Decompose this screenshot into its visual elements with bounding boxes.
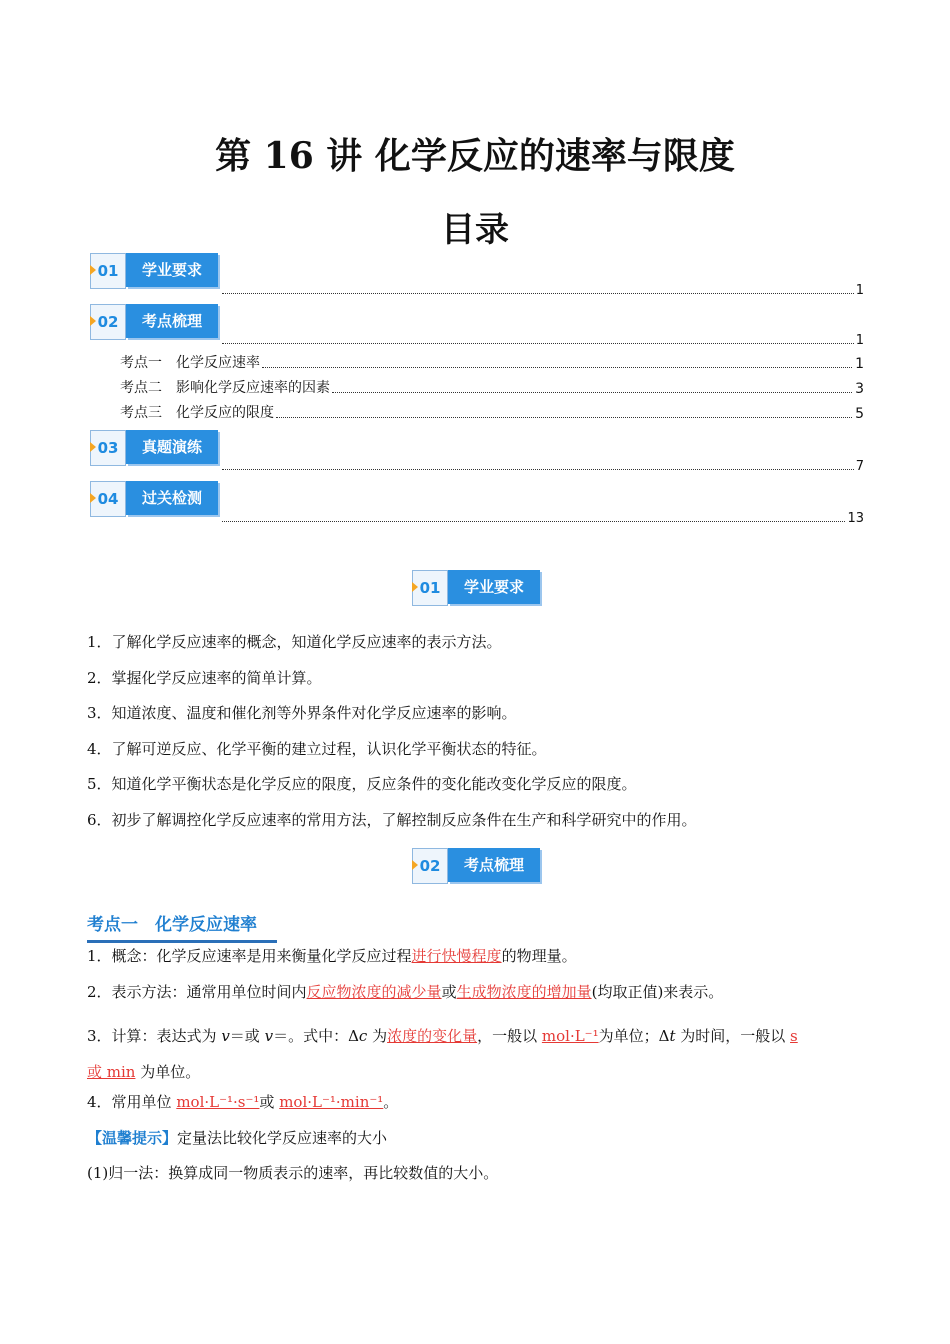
toc-line-04[interactable] <box>222 508 864 526</box>
toc-title: 目录 <box>441 210 509 250</box>
toc-badge-03[interactable] <box>90 430 218 466</box>
requirement-item: 2．掌握化学反应速率的简单计算。 <box>87 669 322 687</box>
toc-badge-04[interactable] <box>90 481 218 517</box>
toc-page: 13 <box>847 511 864 526</box>
toc-badge-label: 学业要求 <box>126 253 218 287</box>
unit-paragraph: 4．常用单位 mol·L⁻¹·s⁻¹或 mol·L⁻¹·min⁻¹。 <box>87 1093 399 1111</box>
toc-line-02[interactable] <box>222 330 864 348</box>
requirement-item: 1．了解化学反应速率的概念，知道化学反应速率的表示方法。 <box>87 633 502 651</box>
section-heading: 考点一 化学反应速率 <box>87 915 257 935</box>
toc-subitem[interactable]: 考点二 影响化学反应速率的因素 3 <box>120 380 864 397</box>
requirement-item: 5．知道化学平衡状态是化学反应的限度，反应条件的变化能改变化学反应的限度。 <box>87 775 637 793</box>
section-badge-02 <box>412 848 540 884</box>
section-badge-label: 考点梳理 <box>448 848 540 882</box>
section-badge-number: 01 <box>412 570 448 606</box>
toc-badge-02[interactable] <box>90 304 218 340</box>
section-badge-01 <box>412 570 540 606</box>
toc-badge-number: 01 <box>90 253 126 289</box>
requirement-item: 4．了解可逆反应、化学平衡的建立过程，认识化学平衡状态的特征。 <box>87 740 547 758</box>
heading-underline <box>87 940 277 943</box>
tip-paragraph: 【温馨提示】定量法比较化学反应速率的大小 <box>87 1129 388 1147</box>
section-badge-label: 学业要求 <box>448 570 540 604</box>
toc-page: 1 <box>855 333 864 348</box>
requirement-item: 6．初步了解调控化学反应速率的常用方法，了解控制反应条件在生产和科学研究中的作用。 <box>87 811 697 829</box>
calculation-paragraph: 3．计算：表达式为 v＝或 v＝。式中：Δc 为浓度的变化量，一般以 mol·L⁻¹为单位；Δt 为时间，一般以 s 或 min 为单位。 <box>87 1027 798 1081</box>
tip-item: (1)归一法：换算成同一物质表示的速率，再比较数值的大小。 <box>87 1164 499 1182</box>
concept-paragraph: 1．概念：化学反应速率是用来衡量化学反应过程进行快慢程度的物理量。 <box>87 947 577 965</box>
representation-paragraph: 2．表示方法：通常用单位时间内反应物浓度的减少量或生成物浓度的增加量(均取正值)来表示。 <box>87 983 724 1001</box>
tip-label: 【温馨提示】 <box>87 1129 178 1147</box>
toc-badge-01[interactable] <box>90 253 218 289</box>
toc-badge-label: 真题演练 <box>126 430 218 464</box>
requirement-item: 3．知道浓度、温度和催化剂等外界条件对化学反应速率的影响。 <box>87 704 517 722</box>
toc-line-01[interactable] <box>222 280 864 298</box>
toc-subitem[interactable]: 考点三 化学反应的限度 5 <box>120 405 864 422</box>
toc-page: 1 <box>855 283 864 298</box>
page-title: 第 16 讲 化学反应的速率与限度 <box>215 135 735 177</box>
toc-badge-label: 过关检测 <box>126 481 218 515</box>
toc-badge-label: 考点梳理 <box>126 304 218 338</box>
toc-badge-number: 02 <box>90 304 126 340</box>
toc-page: 7 <box>855 459 864 474</box>
toc-badge-number: 03 <box>90 430 126 466</box>
toc-line-03[interactable] <box>222 456 864 474</box>
toc-subitem[interactable]: 考点一 化学反应速率 1 <box>120 355 864 372</box>
toc-badge-number: 04 <box>90 481 126 517</box>
section-badge-number: 02 <box>412 848 448 884</box>
